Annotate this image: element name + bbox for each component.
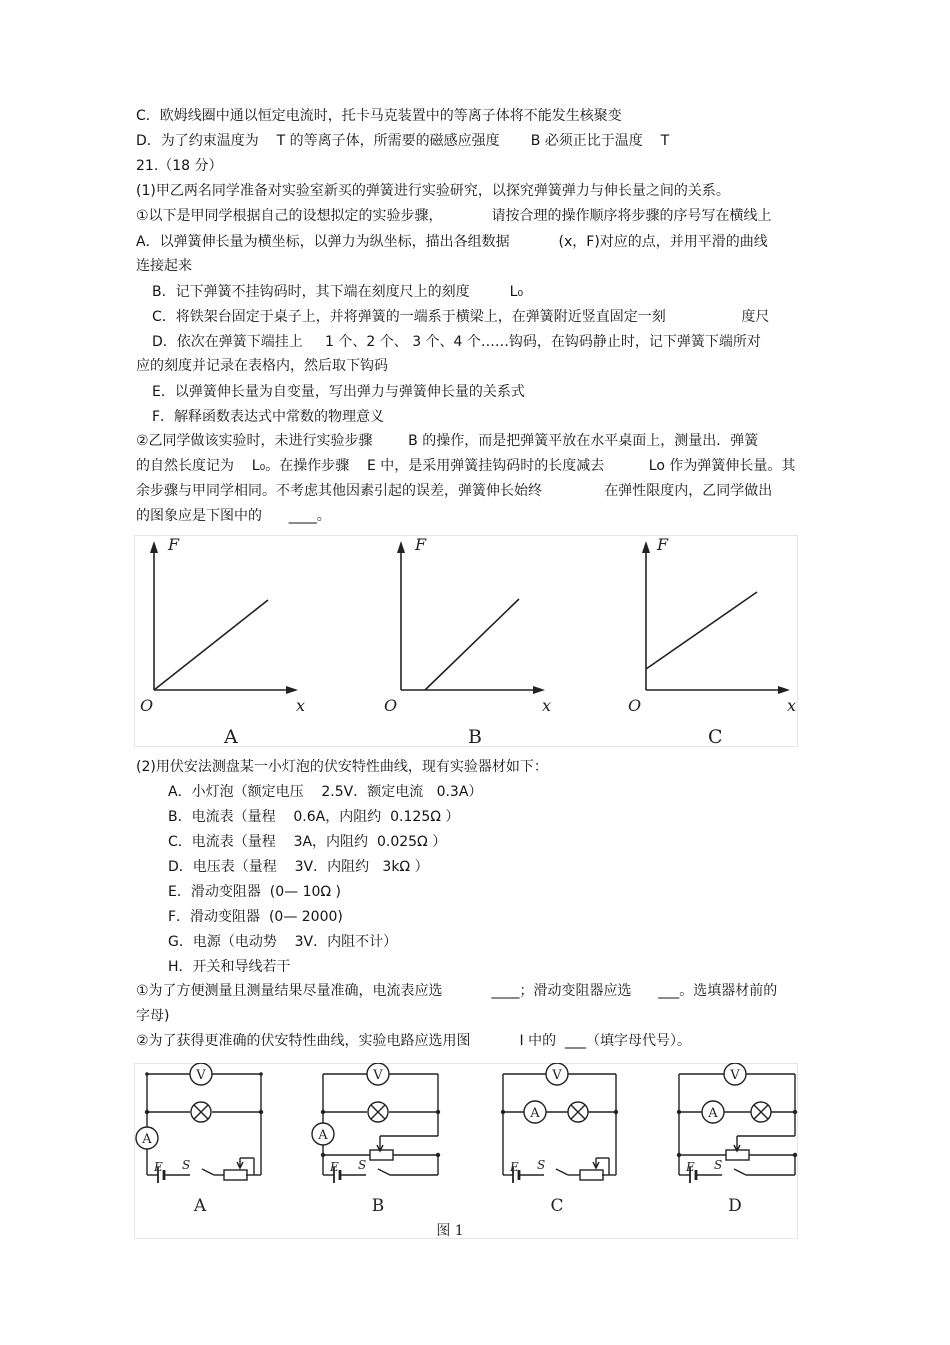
part2-intro: (2)用伏安法测盘某一小灯泡的伏安特性曲线，现有实验器材如下： xyxy=(136,759,548,775)
option-d-line: D．为了约束温度为 T 的等离子体，所需要的磁感应强度 B 必须正比于温度 T xyxy=(136,133,670,149)
circuit-b-switch: S xyxy=(358,1158,367,1172)
equip-e: E．滑动变阻器 (0— 10Ω ) xyxy=(168,884,341,900)
graph-a-origin: O xyxy=(140,696,154,715)
circuit-a-ammeter: A xyxy=(142,1132,152,1147)
circuit-b-source: E xyxy=(330,1160,339,1174)
step-a: A．以弹簧伸长量为横坐标，以弹力为纵坐标，描出各组数据 (x，F)对应的点，并用平滑的曲线 xyxy=(136,234,768,250)
part2-q2: ②为了获得更准确的伏安特性曲线，实验电路应选用图 I 中的 ___（填字母代号）。 xyxy=(136,1033,691,1049)
option-c-line: C．欧姆线圈中通以恒定电流时，托卡马克装置中的等离子体将不能发生核聚变 xyxy=(136,108,622,124)
circuit-a-source: E xyxy=(154,1160,163,1174)
part1-q2-cont3: 的图象应是下图中的 ____。 xyxy=(136,508,331,524)
graph-c-x-label: x xyxy=(787,696,797,715)
part2-q1-cont: 字母) xyxy=(136,1008,170,1024)
step-f: F．解释函数表达式中常数的物理意义 xyxy=(152,409,385,425)
circuit-d-label: D xyxy=(728,1196,742,1216)
graph-a-f-label: F xyxy=(168,535,180,554)
circuit-b-label: B xyxy=(371,1196,385,1216)
part1-q2: ②乙同学做该实验时，未进行实验步骤 B 的操作，而是把弹簧平放在水平桌面上，测量出．弹簧 xyxy=(136,433,759,449)
equip-d: D．电压表（量程 3V．内阻约 3kΩ ） xyxy=(168,859,429,875)
circuit-b-ammeter: A xyxy=(318,1128,328,1143)
circuit-a-switch: S xyxy=(182,1158,191,1172)
circuit-b-voltmeter: V xyxy=(373,1068,383,1083)
question-21-header: 21.（18 分） xyxy=(136,158,223,174)
step-c: C．将铁架台固定于桌子上，并将弹簧的一端系于横梁上，在弹簧附近竖直固定一刻 度尺 xyxy=(152,309,770,325)
equip-h: H．开关和导线若干 xyxy=(168,959,291,975)
graph-b-origin: O xyxy=(384,696,398,715)
graph-a-x-label: x xyxy=(296,696,306,715)
circuit-c-switch: S xyxy=(537,1158,546,1172)
circuit-d-ammeter: A xyxy=(708,1106,718,1121)
step-b: B．记下弹簧不挂钩码时，其下端在刻度尺上的刻度 L₀ xyxy=(152,284,524,300)
part1-q2-cont1: 的自然长度记为 L₀。在操作步骤 E 中，是采用弹簧挂钩码时的长度减去 Lo 作为弹簧伸长量。其 xyxy=(136,458,796,474)
step-e: E．以弹簧伸长量为自变量，写出弹力与弹簧伸长量的关系式 xyxy=(152,384,525,400)
graph-c-line xyxy=(646,592,757,669)
equip-a: A．小灯泡（额定电压 2.5V．额定电流 0.3A） xyxy=(168,784,483,800)
spring-graphs-figure xyxy=(134,535,798,747)
equip-f: F．滑动变阻器 (0— 2000) xyxy=(168,909,343,925)
part2-q1: ①为了方便测量且测量结果尽量准确，电流表应选 ____；滑动变阻器应选 ___。选填器材前的 xyxy=(136,983,778,999)
circuit-a-voltmeter: V xyxy=(196,1068,206,1083)
graph-a-label: A xyxy=(224,726,238,747)
circuit-c-label: C xyxy=(550,1196,564,1216)
circuit-a-label: A xyxy=(193,1196,207,1216)
graph-b-line xyxy=(425,599,519,690)
step-d: D．依次在弹簧下端挂上 1 个、2 个、 3 个、4 个……钩码，在钩码静止时，记下弹簧下端所对 xyxy=(152,334,761,350)
equip-c: C．电流表（量程 3A，内阻约 0.025Ω ） xyxy=(168,834,447,850)
equip-b: B．电流表（量程 0.6A，内阻约 0.125Ω ） xyxy=(168,809,460,825)
circuit-d-switch: S xyxy=(714,1158,723,1172)
circuit-c-source: E xyxy=(510,1160,519,1174)
part1-q2-cont2: 余步骤与甲同学相同。不考虑其他因素引起的误差，弹簧伸长始终 在弹性限度内，乙同学做出 xyxy=(136,483,773,499)
part1-q1: ①以下是甲同学根据自己的设想拟定的实验步骤， 请按合理的操作顺序将步骤的序号写在横线上 xyxy=(136,208,772,224)
graph-b-label: B xyxy=(468,726,482,747)
circuit-d-source: E xyxy=(686,1160,695,1174)
step-d-cont: 应的刻度并记录在表格内，然后取下钩码 xyxy=(136,358,388,374)
circuit-d-voltmeter: V xyxy=(730,1068,740,1083)
circuit-diagrams-figure xyxy=(134,1063,798,1239)
graph-c-label: C xyxy=(708,726,723,747)
equip-g: G．电源（电动势 3V．内阻不计） xyxy=(168,934,398,950)
part1-intro: (1)甲乙两名同学准备对实验室新买的弹簧进行实验研究，以探究弹簧弹力与伸长量之间的关系。 xyxy=(136,183,730,199)
graph-b-x-label: x xyxy=(542,696,552,715)
step-a-cont: 连接起来 xyxy=(136,258,192,274)
circuit-c-voltmeter: V xyxy=(552,1068,562,1083)
graph-c-f-label: F xyxy=(657,535,669,554)
circuit-c-ammeter: A xyxy=(530,1106,540,1121)
graph-c-origin: O xyxy=(628,696,642,715)
graph-a-line xyxy=(154,600,268,690)
graph-b-f-label: F xyxy=(415,535,427,554)
figure-1-caption: 图 1 xyxy=(436,1223,464,1239)
